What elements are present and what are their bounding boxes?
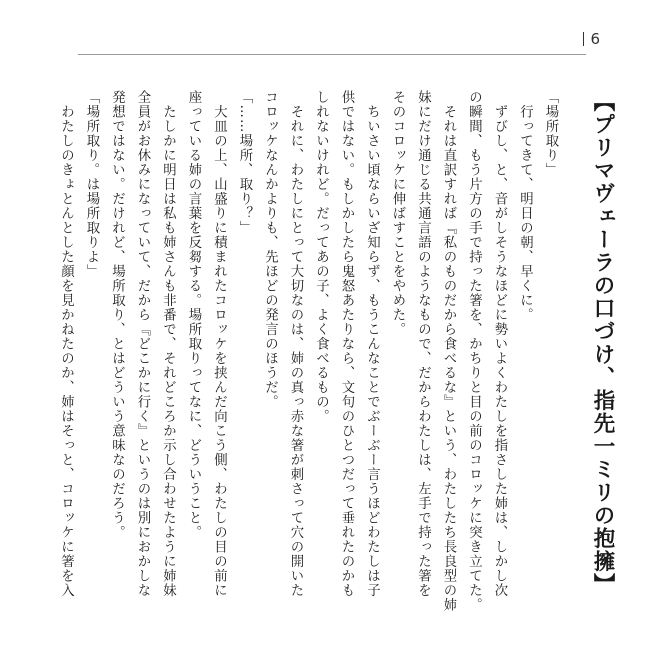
body-line: 「場所取り」 bbox=[543, 90, 558, 177]
body-line: それは直訳すれば『私のものだから食べるな』という、わたしたち長良型の姉 bbox=[441, 90, 456, 612]
body-line: しれないけれど。だってあの子、よく食べるもの。 bbox=[313, 90, 329, 424]
body-line: 供ではない。もしかしたら鬼怒あたりなら、文句のひとつだって垂れたのかも bbox=[339, 90, 354, 598]
header-rule bbox=[78, 54, 586, 55]
body-line: 座っている姉の言葉を反芻する。場所取りってなに、どういうこと。 bbox=[186, 90, 201, 540]
vertical-text-block bbox=[59, 90, 619, 620]
body-line: 「……場所、取り？」 bbox=[237, 90, 252, 235]
body-line: 発想ではない。だけれど、場所取り、とはどういう意味なのだろう。 bbox=[109, 90, 125, 540]
body-line: 妹にだけ通じる共通言語のようなもので、だからわたしは、左手で持った箸を bbox=[415, 90, 431, 598]
body-line: そのコロッケに伸ばすことをやめた。 bbox=[390, 90, 405, 337]
body-line: 「場所取り。は場所取りよ」 bbox=[84, 90, 99, 279]
body-line: 全員がお休みになっていて、だから『どこかに行く』というのは別におかしな bbox=[135, 90, 150, 598]
body-line: それに、わたしにとって大切なのは、姉の真っ赤な箸が刺さって穴の開いた bbox=[288, 90, 303, 598]
body-line: コロッケなんかよりも、先ほどの発言のほうだ。 bbox=[262, 90, 278, 409]
body-line: ちいさい頃ならいざ知らず、もうこんなことでぶーぶー言うほどわたしは子 bbox=[364, 90, 380, 598]
page-number bbox=[583, 30, 601, 48]
page-number-bar bbox=[583, 32, 584, 46]
page-number-value: 6 bbox=[590, 30, 601, 48]
body-line: 行ってきて、明日の朝、早くに。 bbox=[517, 90, 533, 322]
body-line: 大皿の上、山盛りに積まれたコロッケを挟んだ向こう側、わたしの目の前に bbox=[211, 90, 227, 598]
chapter-title: 【プリマヴェーラの口づけ、指先一ミリの抱擁】 bbox=[590, 90, 615, 596]
body-line: ずびし、と、音がしそうなほどに勢いよくわたしを指さした姉は、しかし次 bbox=[492, 90, 507, 598]
body-line: わたしのきょとんとした顔を見かねたのか、姉はそっと、コロッケに箸を入 bbox=[59, 90, 74, 598]
body-line: たしかに明日は私も姉さんも非番で、それどころか示し合わせたように姉妹 bbox=[160, 90, 176, 598]
body-line: の瞬間、もう片方の手で持った箸を、かちりと目の前のコロッケに突き立てた。 bbox=[466, 90, 482, 612]
